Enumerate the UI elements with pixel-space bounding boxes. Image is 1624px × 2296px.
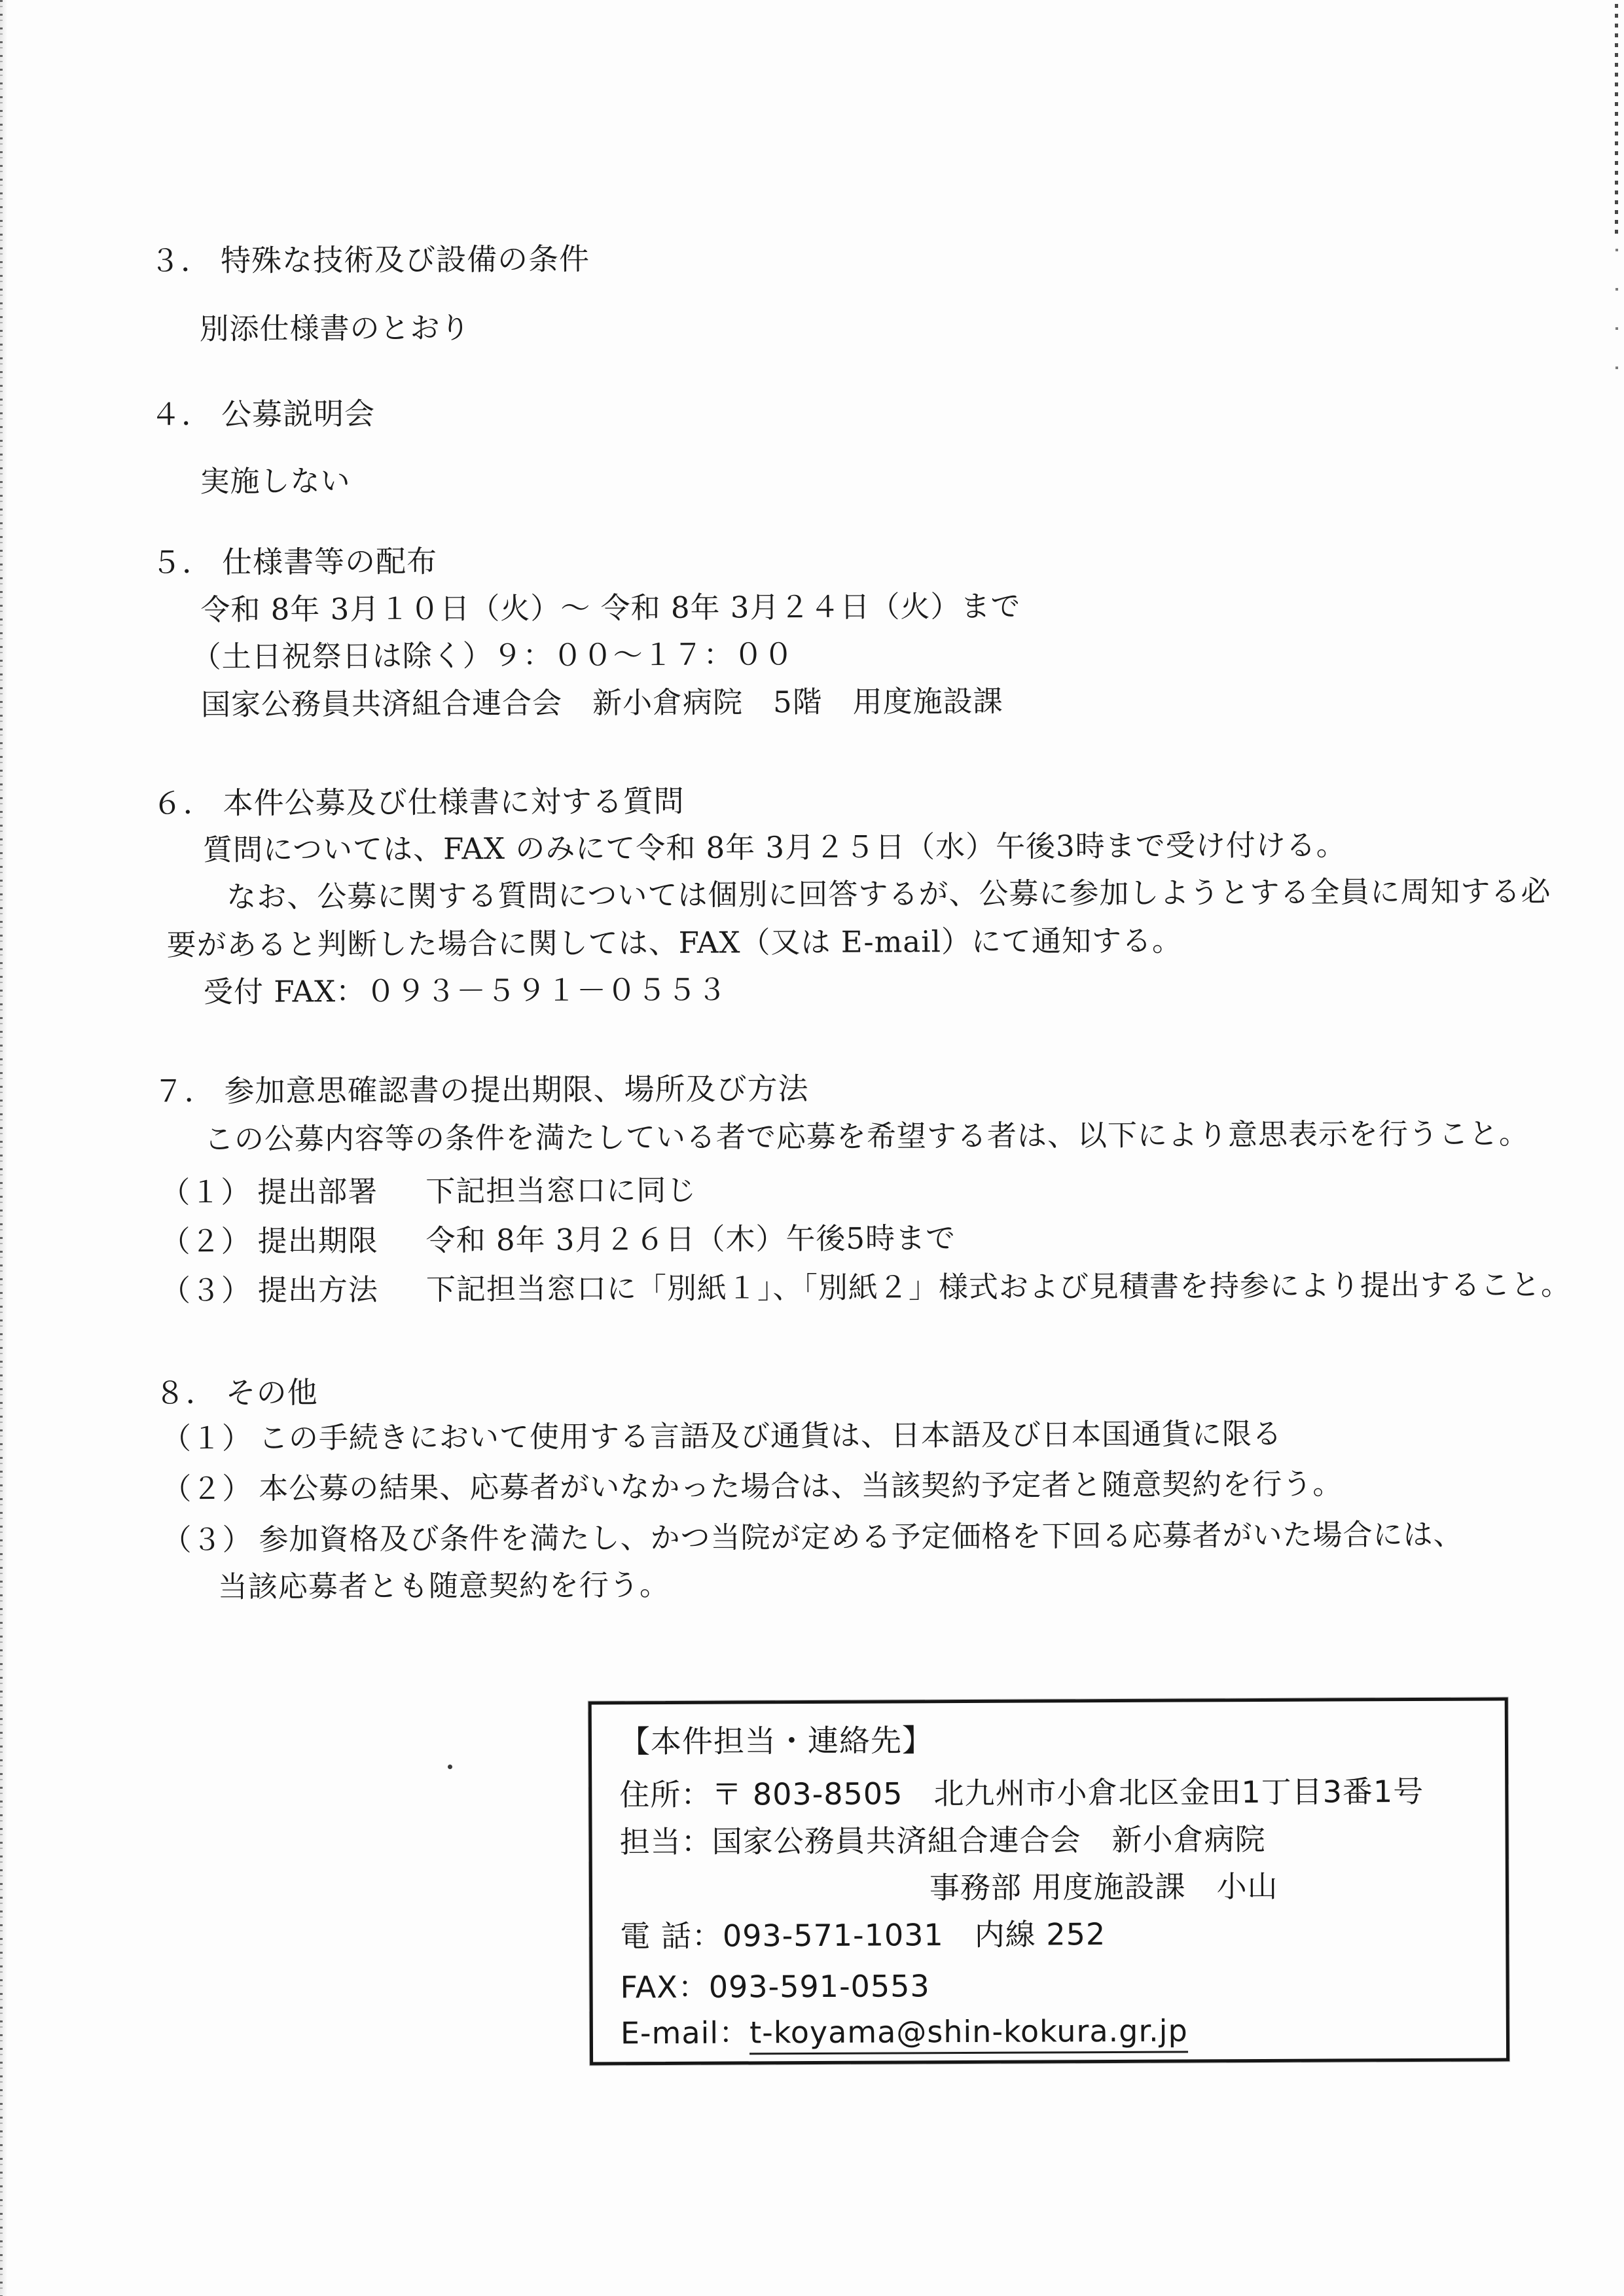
section-7-title: 参加意思確認書の提出期限、場所及び方法 [224, 1071, 809, 1109]
item-marker: （３） [162, 1522, 253, 1558]
section-6-title: 本件公募及び仕様書に対する質問 [223, 783, 685, 821]
section-4-heading [151, 395, 375, 433]
section-6-heading [153, 782, 685, 823]
item-label: 提出方法 [257, 1272, 379, 1308]
item-text: この手続きにおいて使用する言語及び通貨は、日本語及び日本国通貨に限る [258, 1416, 1283, 1456]
section-7-item-1 [160, 1172, 697, 1211]
section-3-body: 別添仕様書のとおり [199, 310, 471, 347]
section-6-line1: 質問については、FAX のみにて令和 8年 3月２５日（水）午後3時まで受け付ける。 [202, 827, 1346, 868]
section-7-intro: この公募内容等の条件を満たしている者で応募を希望する者は、以下により意思表示を行うこと。 [204, 1116, 1530, 1157]
phone-label: 電 話： [620, 1918, 723, 1954]
item-label: 提出部署 [257, 1174, 378, 1210]
section-5-number: ５． [151, 544, 213, 581]
contact-department-row [929, 1868, 1278, 1906]
section-8-heading [154, 1373, 317, 1412]
section-7-heading [153, 1069, 808, 1110]
section-5-place: 国家公務員共済組合連合会 新小倉病院 5階 用度施設課 [200, 683, 1003, 723]
item-value: 令和 8年 3月２６日（木）午後5時まで [425, 1221, 956, 1258]
item-marker: （３） [160, 1272, 252, 1308]
contact-email-row [621, 2013, 1188, 2052]
section-4-body: 実施しない [200, 463, 351, 499]
section-6-line2: なお、公募に関する質問については個別に回答するが、公募に参加しようとする全員に周知する必 [226, 874, 1551, 914]
contact-person-row [620, 1821, 1266, 1860]
contact-fax-row [620, 1967, 929, 2005]
email-value: t-koyama@shin-kokura.gr.jp [749, 2013, 1188, 2055]
section-4-number: ４． [150, 396, 213, 433]
section-8-item-3 [162, 1516, 1463, 1560]
item-text: 参加資格及び条件を満たし、かつ当院が定める予定価格を下回る応募者がいた場合には、 [259, 1516, 1464, 1557]
section-5-heading [151, 542, 437, 581]
fax-value: 093-591-0553 [708, 1968, 930, 2005]
section-5-period: 令和 8年 3月１０日（火）～ 令和 8年 3月２４日（火）まで [200, 588, 1021, 628]
address-label: 住所： [619, 1776, 712, 1813]
section-7-item-3 [160, 1266, 1572, 1310]
section-5-hours: （土日祝祭日は除く）９：００～１７：００ [191, 637, 794, 675]
section-8-title: その他 [225, 1374, 318, 1410]
item-marker: （２） [160, 1223, 251, 1259]
email-label: E-mail： [620, 2015, 750, 2051]
contact-box [588, 1697, 1509, 2065]
section-6-number: ６． [152, 785, 214, 821]
section-3-heading [150, 240, 590, 279]
phone-value: 093-571-1031 内線 252 [722, 1916, 1106, 1954]
contact-box-title: 【本件担当・連絡先】 [619, 1723, 934, 1761]
item-text: 本公募の結果、応募者がいなかった場合は、当該契約予定者と随意契約を行う。 [259, 1466, 1343, 1506]
section-7-item-2 [160, 1221, 956, 1261]
section-8-number: ８． [154, 1374, 217, 1411]
section-6-line3: 要があると判断した場合に関しては、FAX（又は E-mail）にて通知する。 [166, 923, 1183, 963]
section-3-number: ３． [149, 242, 212, 279]
fax-label: FAX： [620, 1969, 709, 2005]
contact-phone-row [620, 1916, 1106, 1954]
section-4-title: 公募説明会 [221, 395, 376, 432]
address-value: 〒 803-8505 北九州市小倉北区金田1丁目3番1号 [712, 1773, 1424, 1812]
section-3-title: 特殊な技術及び設備の条件 [220, 241, 590, 278]
section-8-item-2 [162, 1465, 1343, 1508]
section-8-item-1 [162, 1415, 1282, 1458]
item-label: 提出期限 [257, 1223, 378, 1259]
section-8-item-3-continuation: 当該応募者とも随意契約を行う。 [217, 1567, 670, 1604]
section-7-number: ７． [153, 1073, 215, 1109]
person-label: 担当： [619, 1823, 712, 1860]
item-value: 下記担当窓口に同じ [425, 1172, 697, 1209]
department-value: 事務部 用度施設課 小山 [929, 1868, 1278, 1906]
section-5-title: 仕様書等の配布 [221, 543, 438, 580]
item-marker: （１） [161, 1420, 253, 1456]
person-value: 国家公務員共済組合連合会 新小倉病院 [712, 1821, 1266, 1859]
contact-address-row [619, 1773, 1424, 1813]
item-value: 下記担当窓口に「別紙１」、「別紙２」様式および見積書を持参により提出すること。 [425, 1266, 1572, 1307]
section-6-fax-line: 受付 FAX：０９３－５９１－０５５３ [203, 972, 728, 1010]
item-marker: （１） [160, 1174, 251, 1210]
item-marker: （２） [162, 1471, 253, 1507]
